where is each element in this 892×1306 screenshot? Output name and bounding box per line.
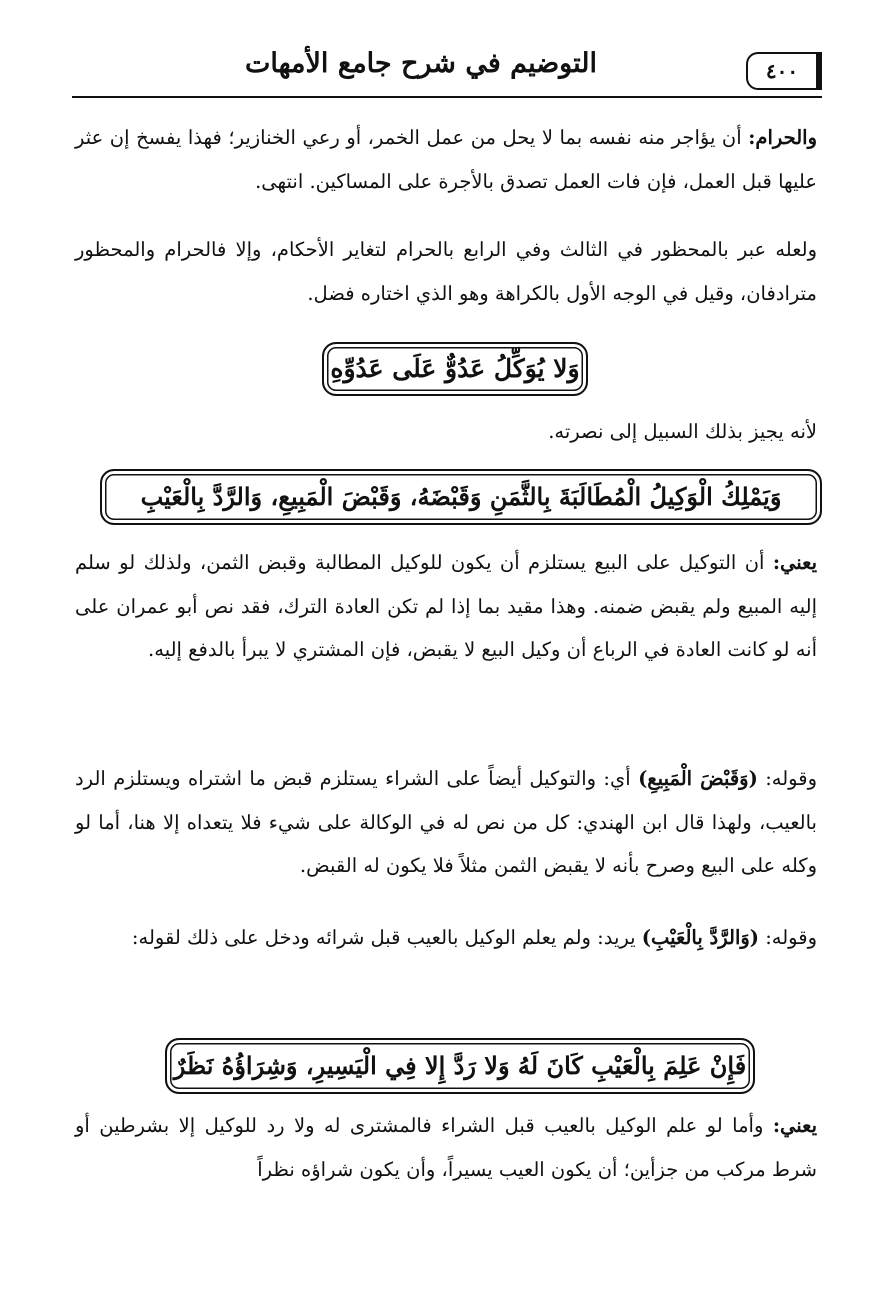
paragraph-4 <box>75 541 817 672</box>
quoted-phrase: (وَالرَّدَّ بِالْعَيْبِ) <box>641 926 760 949</box>
quoted-phrase: (وَقَبْضَ الْمَبِيعِ) <box>638 767 758 790</box>
paragraph-text: يريد: ولم يعلم الوكيل بالعيب قبل شرائه ودخل على ذلك لقوله: <box>131 926 642 949</box>
paragraph-text: أي: والتوكيل أيضاً على الشراء يستلزم قبض ما اشتراه ويستلزم الرد بالعيب، ولهذا قال ابن الهندي: كل من نص له في الوكالة على شيء فلا يتعداه إلا هنا، أما لو وكله على البيع وصرح بأنه لا يقبض الثمن مثلاً فلا يكون له القبض. <box>75 767 817 877</box>
paragraph-text: أن التوكيل على البيع يستلزم أن يكون للوكيل المطالبة وقبض الثمن، ولذلك لو سلم إليه المبيع ولم يقبض ضمنه. وهذا مقيد بما إذا لم تكن العادة الترك، فقد نص أبو عمران على أنه لو كانت العادة في الرباع أن وكيل البيع لا يقبض، فإن المشتري لا يبرأ بالدفع إليه. <box>75 551 817 661</box>
term-label: والحرام: <box>748 126 817 149</box>
header-rule <box>72 96 822 98</box>
paragraph-5 <box>75 757 817 888</box>
matn-box-2: وَيَمْلِكُ الْوَكِيلُ الْمُطَالَبَةَ بِالثَّمَنِ وَقَبْضَهُ، وَقَبْضَ الْمَبِيعِ، وَالرَّدَّ بِالْعَيْبِ <box>100 469 822 525</box>
explanation-label: يعني: <box>772 1114 817 1137</box>
paragraph-text: لأنه يجيز بذلك السبيل إلى نصرته. <box>548 420 817 443</box>
paragraph-2 <box>75 228 817 315</box>
paragraph-text: وقوله: <box>759 926 817 949</box>
paragraph-text: ولعله عبر بالمحظور في الثالث وفي الرابع بالحرام لتغاير الأحكام، وإلا فالحرام والمحظور مترادفان، وقيل في الوجه الأول بالكراهة وهو الذي اختاره فضل. <box>75 238 817 305</box>
matn-box-1: وَلا يُوَكِّلُ عَدُوٌّ عَلَى عَدُوِّهِ <box>322 342 588 396</box>
paragraph-3 <box>75 410 817 454</box>
paragraph-7 <box>75 1104 817 1191</box>
paragraph-6 <box>75 916 817 960</box>
explanation-label: يعني: <box>772 551 817 574</box>
paragraph-text: أن يؤاجر منه نفسه بما لا يحل من عمل الخمر، أو رعي الخنازير؛ فهذا يفسخ إن عثر عليها قبل العمل، فإن فات العمل تصدق بالأجرة على المساكين. انتهى. <box>75 126 817 193</box>
page-header <box>72 44 822 98</box>
paragraph-text: وقوله: <box>757 767 817 790</box>
running-title: التوضيم في شرح جامع الأمهات <box>244 48 597 79</box>
paragraph-text: وأما لو علم الوكيل بالعيب قبل الشراء فالمشترى له ولا رد للوكيل إلا بشرطين أو شرط مركب من جزأين؛ أن يكون العيب يسيراً، وأن يكون شراؤه نظراً <box>75 1114 817 1181</box>
matn-box-3: فَإِنْ عَلِمَ بِالْعَيْبِ كَانَ لَهُ وَلا رَدَّ إِلا فِي الْيَسِيرِ، وَشِرَاؤُهُ نَظَرٌ <box>165 1038 755 1094</box>
paragraph-1 <box>75 116 817 203</box>
page-number: ٤٠٠ <box>746 52 822 90</box>
